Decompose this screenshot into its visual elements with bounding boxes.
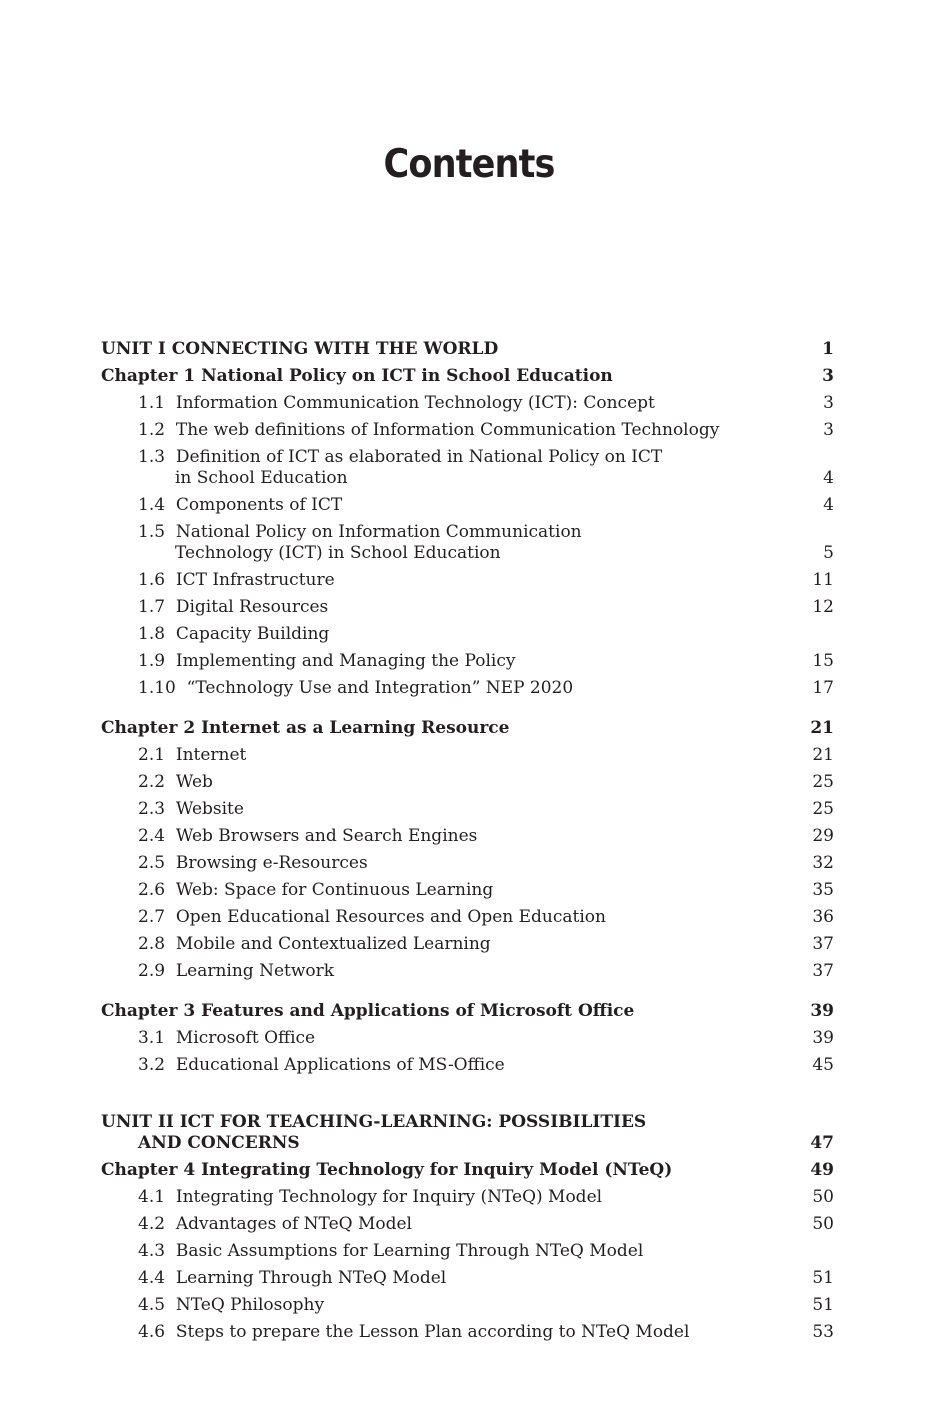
toc-chapter-row[interactable]: [101, 995, 834, 1022]
toc-section-row[interactable]: [101, 489, 834, 516]
toc-chapter-row[interactable]: [101, 712, 834, 739]
toc-page-number: 39: [812, 1028, 834, 1048]
toc-section-row[interactable]: [101, 645, 834, 672]
table-of-contents: [101, 333, 834, 1343]
toc-page-number: 21: [812, 745, 834, 765]
toc-chapter-row[interactable]: [101, 1154, 834, 1181]
toc-entry-text: Chapter 1 National Policy on ICT in School Education: [101, 366, 613, 386]
toc-page-number: 50: [812, 1187, 834, 1207]
toc-entry-title: [138, 447, 804, 489]
toc-entry-title: [101, 366, 804, 387]
toc-section-number: 2.4: [138, 826, 166, 846]
toc-section-number: 2.8: [138, 934, 166, 954]
toc-entry-text: Chapter 3 Features and Applications of Microsoft Office: [101, 1001, 635, 1021]
toc-chapter-row[interactable]: [101, 360, 834, 387]
toc-page-number: 3: [823, 420, 834, 440]
toc-entry-text: Implementing and Managing the Policy: [175, 651, 516, 671]
toc-section-row[interactable]: [101, 928, 834, 955]
toc-section-row[interactable]: [101, 1049, 834, 1076]
toc-entry-title: [138, 1241, 804, 1262]
toc-entry-title: [138, 1055, 804, 1076]
toc-spacer: [101, 699, 834, 712]
toc-section-number: 2.3: [138, 799, 166, 819]
toc-entry-title: [101, 339, 804, 360]
toc-entry-title: [138, 772, 804, 793]
toc-section-row[interactable]: [101, 1022, 834, 1049]
toc-entry-text: Browsing e-Resources: [175, 853, 368, 873]
toc-entry-title: [138, 826, 804, 847]
toc-entry-text: “Technology Use and Integration” NEP 2020: [186, 678, 574, 698]
toc-section-number: 2.9: [138, 961, 166, 981]
toc-entry-title: [138, 961, 804, 982]
toc-entry-text: UNIT I CONNECTING WITH THE WORLD: [101, 339, 499, 359]
toc-entry-title: [138, 799, 804, 820]
toc-entry-title: [138, 1268, 804, 1289]
toc-entry-text: Digital Resources: [175, 597, 329, 617]
toc-entry-title: [138, 907, 804, 928]
toc-entry-title: [138, 597, 804, 618]
toc-section-row[interactable]: [101, 1316, 834, 1343]
toc-page-number: 25: [812, 799, 834, 819]
toc-section-number: 1.1: [138, 393, 166, 413]
toc-section-row[interactable]: [101, 618, 834, 645]
toc-entry-title: [101, 1160, 804, 1181]
toc-section-number: 4.5: [138, 1295, 166, 1315]
toc-entry-title: [138, 880, 804, 901]
toc-unit-row[interactable]: [101, 1106, 834, 1154]
toc-section-row[interactable]: [101, 1181, 834, 1208]
toc-entry-text-continued: AND CONCERNS: [138, 1133, 300, 1153]
toc-entry-text: Microsoft Office: [175, 1028, 316, 1048]
toc-section-row[interactable]: [101, 516, 834, 564]
toc-page-number: 45: [812, 1055, 834, 1075]
toc-entry-text: Capacity Building: [175, 624, 330, 644]
toc-entry-title: [138, 495, 804, 516]
toc-section-number: 2.5: [138, 853, 166, 873]
toc-section-row[interactable]: [101, 441, 834, 489]
toc-page-number: 53: [812, 1322, 834, 1342]
toc-page-number: 47: [810, 1133, 834, 1153]
toc-page-number: 36: [812, 907, 834, 927]
toc-entry-text: National Policy on Information Communication: [175, 522, 582, 542]
toc-section-row[interactable]: [101, 793, 834, 820]
toc-entry-title: [138, 1028, 804, 1049]
toc-section-number: 1.10: [138, 678, 176, 698]
toc-page-number: 25: [812, 772, 834, 792]
toc-entry-text: Open Educational Resources and Open Education: [175, 907, 606, 927]
toc-entry-text: Definition of ICT as elaborated in National Policy on ICT: [175, 447, 663, 467]
toc-page-number: 17: [812, 678, 834, 698]
toc-entry-title: [138, 745, 804, 766]
toc-page-number: 51: [812, 1268, 834, 1288]
toc-section-row[interactable]: [101, 414, 834, 441]
toc-page-number: 51: [812, 1295, 834, 1315]
toc-entry-text: Chapter 2 Internet as a Learning Resource: [101, 718, 510, 738]
toc-entry-text-continued: Technology (ICT) in School Education: [175, 543, 501, 563]
toc-page-number: 12: [812, 597, 834, 617]
toc-section-row[interactable]: [101, 591, 834, 618]
toc-entry-title: [101, 718, 804, 739]
toc-section-row[interactable]: [101, 1289, 834, 1316]
toc-section-row[interactable]: [101, 1235, 834, 1262]
toc-section-row[interactable]: [101, 387, 834, 414]
toc-section-number: 1.3: [138, 447, 166, 467]
toc-page-number: 49: [810, 1160, 834, 1180]
toc-entry-title: [101, 1112, 804, 1154]
toc-section-row[interactable]: [101, 1262, 834, 1289]
toc-section-number: 4.4: [138, 1268, 166, 1288]
toc-section-row[interactable]: [101, 955, 834, 982]
toc-entry-text: Internet: [175, 745, 247, 765]
toc-section-number: 1.9: [138, 651, 166, 671]
toc-entry-title: [138, 1214, 804, 1235]
toc-page-number: 11: [812, 570, 834, 590]
toc-entry-text: Web: [175, 772, 213, 792]
toc-unit-row[interactable]: [101, 333, 834, 360]
page-title: Contents: [383, 142, 555, 187]
toc-page-number: 3: [822, 366, 834, 386]
toc-entry-text: Educational Applications of MS-Office: [175, 1055, 505, 1075]
toc-section-row[interactable]: [101, 1208, 834, 1235]
toc-section-row[interactable]: [101, 739, 834, 766]
toc-entry-text: Website: [175, 799, 244, 819]
toc-section-number: 4.3: [138, 1241, 166, 1261]
toc-entry-title: [138, 1187, 804, 1208]
toc-entry-title: [138, 420, 804, 441]
toc-section-number: 1.4: [138, 495, 166, 515]
toc-page-number: 39: [810, 1001, 834, 1021]
toc-entry-text: ICT Infrastructure: [175, 570, 335, 590]
toc-section-number: 4.1: [138, 1187, 166, 1207]
toc-section-number: 2.6: [138, 880, 166, 900]
toc-section-row[interactable]: [101, 901, 834, 928]
toc-section-row[interactable]: [101, 820, 834, 847]
toc-page-number: 50: [812, 1214, 834, 1234]
toc-entry-text: Chapter 4 Integrating Technology for Inquiry Model (NTeQ): [101, 1160, 673, 1180]
toc-page-number: 37: [812, 934, 834, 954]
toc-entry-title: [138, 1322, 804, 1343]
toc-entry-text: Advantages of NTeQ Model: [175, 1214, 412, 1234]
toc-spacer: [101, 1076, 834, 1106]
toc-entry-title: [138, 853, 804, 874]
toc-page-number: 21: [810, 718, 834, 738]
toc-page-number: 29: [812, 826, 834, 846]
toc-page-number: 32: [812, 853, 834, 873]
toc-section-number: 4.6: [138, 1322, 166, 1342]
toc-page-number: 5: [823, 543, 834, 563]
toc-entry-text: Web Browsers and Search Engines: [175, 826, 478, 846]
toc-entry-text: Mobile and Contextualized Learning: [175, 934, 491, 954]
toc-page-number: 37: [812, 961, 834, 981]
toc-entry-text: Learning Through NTeQ Model: [175, 1268, 447, 1288]
toc-entry-title: [138, 393, 804, 414]
toc-page-number: 15: [812, 651, 834, 671]
toc-entry-text-continued: in School Education: [175, 468, 348, 488]
toc-entry-text: NTeQ Philosophy: [175, 1295, 325, 1315]
toc-section-number: 1.6: [138, 570, 166, 590]
toc-entry-text: Learning Network: [175, 961, 335, 981]
toc-entry-title: [138, 934, 804, 955]
toc-entry-title: [138, 1295, 804, 1316]
toc-entry-title: [138, 624, 804, 645]
toc-section-row[interactable]: [101, 766, 834, 793]
toc-entry-text: Web: Space for Continuous Learning: [175, 880, 494, 900]
toc-section-row[interactable]: [101, 874, 834, 901]
toc-entry-title: [101, 1001, 804, 1022]
toc-entry-title: [138, 678, 804, 699]
toc-section-number: 1.8: [138, 624, 166, 644]
toc-section-number: 1.5: [138, 522, 166, 542]
toc-section-number: 2.2: [138, 772, 166, 792]
toc-page-number: 35: [812, 880, 834, 900]
toc-entry-text: Information Communication Technology (ICT): Concept: [175, 393, 655, 413]
toc-section-number: 4.2: [138, 1214, 166, 1234]
toc-section-number: 2.7: [138, 907, 166, 927]
toc-section-number: 3.1: [138, 1028, 166, 1048]
toc-section-number: 3.2: [138, 1055, 166, 1075]
toc-section-number: 2.1: [138, 745, 166, 765]
toc-section-row[interactable]: [101, 564, 834, 591]
toc-entry-text: UNIT II ICT FOR TEACHING-LEARNING: POSSIBILITIES: [101, 1112, 647, 1132]
toc-entry-text: The web definitions of Information Communication Technology: [175, 420, 720, 440]
toc-page-number: 4: [823, 468, 834, 488]
toc-entry-title: [138, 522, 804, 564]
toc-entry-text: Components of ICT: [175, 495, 343, 515]
toc-entry-text: Basic Assumptions for Learning Through NTeQ Model: [175, 1241, 644, 1261]
toc-page-number: 1: [822, 339, 834, 359]
toc-entry-title: [138, 570, 804, 591]
toc-page-number: 4: [823, 495, 834, 515]
toc-section-row[interactable]: [101, 847, 834, 874]
toc-page-number: 3: [823, 393, 834, 413]
toc-section-number: 1.7: [138, 597, 166, 617]
toc-section-row[interactable]: [101, 672, 834, 699]
toc-entry-text: Steps to prepare the Lesson Plan according to NTeQ Model: [175, 1322, 690, 1342]
toc-section-number: 1.2: [138, 420, 166, 440]
toc-entry-title: [138, 651, 804, 672]
toc-entry-text: Integrating Technology for Inquiry (NTeQ) Model: [175, 1187, 603, 1207]
toc-spacer: [101, 982, 834, 995]
